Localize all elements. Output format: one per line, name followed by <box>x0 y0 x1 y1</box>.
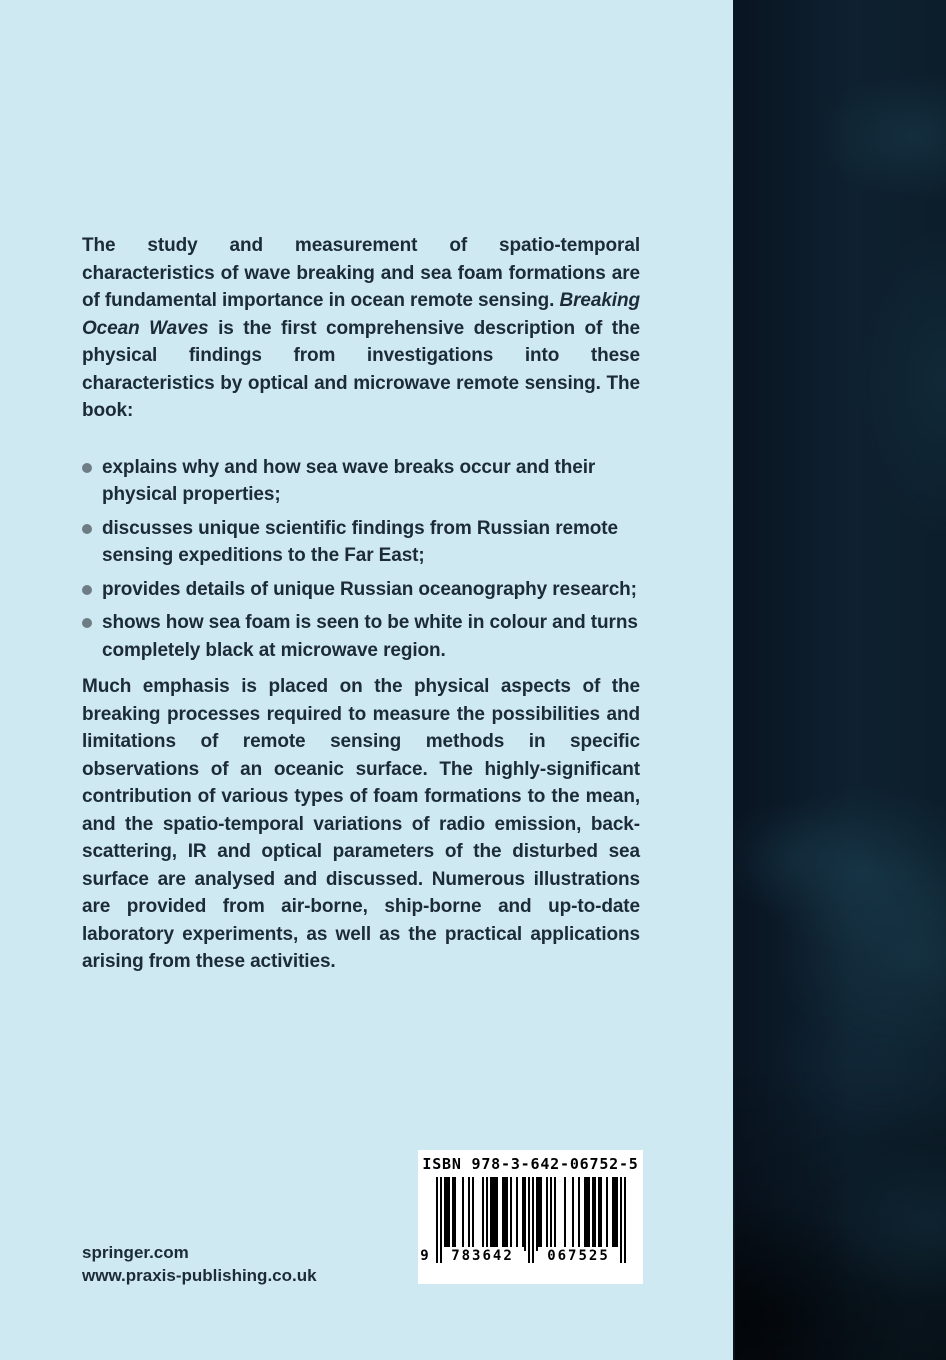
isbn-label: ISBN 978-3-642-06752-5 <box>422 1155 639 1173</box>
publisher-urls <box>82 1242 317 1287</box>
barcode-digits-right: 067525 <box>538 1247 620 1265</box>
ocean-photo-strip <box>733 0 946 1360</box>
bullet-text: provides details of unique Russian oceanography research; <box>102 578 637 600</box>
bullet-item <box>82 609 640 664</box>
bullet-item <box>82 454 640 509</box>
bullet-list <box>82 454 640 665</box>
intro-paragraph <box>82 232 640 425</box>
back-cover-text <box>82 232 640 976</box>
springer-url: springer.com <box>82 1243 189 1262</box>
bullet-text: shows how sea foam is seen to be white in colour and turns completely black at microwave region. <box>102 612 638 661</box>
praxis-url: www.praxis-publishing.co.uk <box>82 1265 317 1285</box>
bullet-dot-icon <box>82 585 92 595</box>
closing-paragraph: Much emphasis is placed on the physical aspects of the breaking processes required to measure the possibilities and limitations of remote sensing methods in specific observations of an oceanic surface. The highly-significant contribution of various types of foam formations to the mean, and the spatio-temporal variations of radio emission, back-scattering, IR and optical parameters of the disturbed sea surface are analysed and discussed. Numerous illustrations are provided from air-borne, ship-borne and up-to-date laboratory experiments, as well as the practical applications arising from these activities. <box>82 676 640 972</box>
barcode-inner <box>420 1177 626 1264</box>
bullet-item <box>82 515 640 570</box>
book-title-italic: Breaking Ocean Waves <box>82 290 640 339</box>
bullet-dot-icon <box>82 618 92 628</box>
barcode-digit-left: 9 <box>420 1248 429 1264</box>
barcode-digits-mid: 783642 <box>442 1247 524 1265</box>
bullet-text: discusses unique scientific findings from Russian remote sensing expeditions to the Far East; <box>102 517 618 566</box>
bullet-dot-icon <box>82 524 92 534</box>
isbn-barcode <box>418 1150 643 1284</box>
bullet-dot-icon <box>82 463 92 473</box>
bullet-text: explains why and how sea wave breaks occur and their physical properties; <box>102 456 596 505</box>
bullet-item <box>82 576 640 604</box>
intro-text-after: is the first comprehensive description of the physical findings from investigations into these characteristics by optical and microwave remote sensing. The book: <box>82 317 641 421</box>
intro-text-before: The study and measurement of spatio-temporal characteristics of wave breaking and sea foam formations are of fundamental importance in ocean remote sensing. <box>82 235 640 311</box>
